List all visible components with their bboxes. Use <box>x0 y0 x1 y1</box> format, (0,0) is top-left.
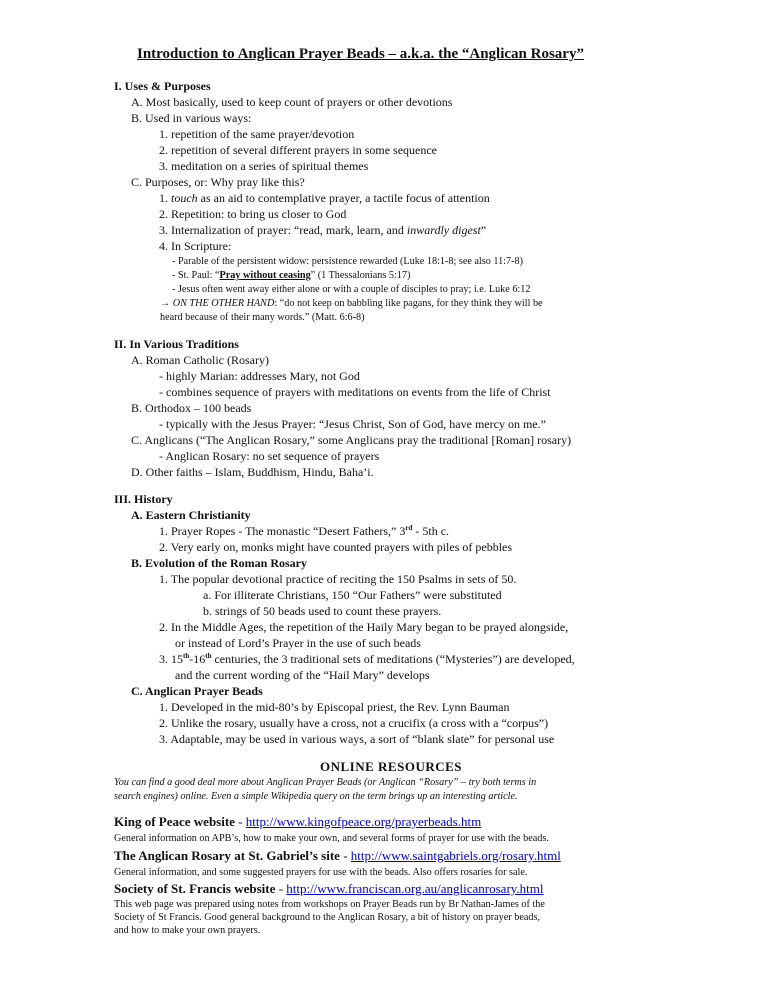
section-2-item-b1: - typically with the Jesus Prayer: “Jesus Christ, Son of God, have mercy on me.” <box>159 417 546 431</box>
section-2-item-a2: - combines sequence of prayers with meditations on events from the life of Christ <box>159 385 551 399</box>
section-2-item-c1: - Anglican Rosary: no set sequence of prayers <box>159 449 380 463</box>
section-1-item-b2: 2. repetition of several different prayers in some sequence <box>159 143 438 157</box>
other-hand-rest: : “do not keep on babbling like pagans, for they think they will be <box>274 298 543 309</box>
section-2-item-b: B. Orthodox – 100 beads <box>131 401 252 415</box>
site-name: The Anglican Rosary at St. Gabriel’s site <box>114 848 340 863</box>
site-saintgabriels <box>114 848 561 864</box>
section-1-item-b3: 3. meditation on a series of spiritual themes <box>159 159 369 173</box>
site-name: King of Peace website <box>114 814 235 829</box>
scripture-widow: - Parable of the persistent widow: persistence rewarded (Luke 18:1-8; see also 11:7-8) <box>172 256 523 267</box>
section-3-item-b3 <box>159 652 575 667</box>
site-link[interactable]: http://www.franciscan.org.au/anglicanrosary.html <box>286 881 544 896</box>
section-3-item-b2: 2. In the Middle Ages, the repetition of the Haily Mary began to be prayed alongside, <box>159 620 569 634</box>
section-2-item-a: A. Roman Catholic (Rosary) <box>131 353 269 367</box>
section-3-item-b2-cont: or instead of Lord’s Prayer in the use of such beads <box>175 636 421 650</box>
site-name: Society of St. Francis website <box>114 881 276 896</box>
b3-mid: -16 <box>189 652 206 666</box>
section-1-item-c4: 4. In Scripture: <box>159 239 232 253</box>
arrow-icon: → <box>160 298 173 309</box>
section-1-heading: I. Uses & Purposes <box>114 79 211 93</box>
site-kingofpeace <box>114 814 481 830</box>
section-1-item-c3 <box>159 223 486 238</box>
b3-superscript-2: th <box>205 652 212 660</box>
section-3-item-a1 <box>159 524 449 539</box>
c3-post: ” <box>480 223 487 237</box>
section-1-item-b1: 1. repetition of the same prayer/devotion <box>159 127 355 141</box>
site-description: General information on APB’s, how to make your own, and several forms of prayer for use with the beads. <box>114 833 549 844</box>
other-hand-emphasis: ON THE OTHER HAND <box>172 298 275 309</box>
site-description-line-2: Society of St Francis. Good general background to the Anglican Rosary, a bit of history on prayer beads, <box>114 912 540 923</box>
scripture-paul <box>172 269 410 282</box>
c1-number: 1. <box>159 191 171 205</box>
other-hand-line-1 <box>160 297 543 310</box>
resources-heading: ONLINE RESOURCES <box>320 759 463 774</box>
site-separator: - <box>339 848 351 863</box>
b3-pre: 3. 15 <box>159 652 183 666</box>
section-1-item-c2: 2. Repetition: to bring us closer to God <box>159 207 347 221</box>
section-3-item-a: A. Eastern Christianity <box>131 508 251 522</box>
section-1-item-b: B. Used in various ways: <box>131 111 252 125</box>
c1-rest: as an aid to contemplative prayer, a tactile focus of attention <box>197 191 490 205</box>
site-description-line-1: This web page was prepared using notes from workshops on Prayer Beads run by Br Nathan-James of the <box>114 899 545 910</box>
site-description: General information, and some suggested prayers for use with the beads. Also offers rosaries for sale. <box>114 867 528 878</box>
c1-emphasis: touch <box>171 191 198 205</box>
section-2-item-d: D. Other faiths – Islam, Buddhism, Hindu, Baha’i. <box>131 465 374 479</box>
section-2-item-c: C. Anglicans (“The Anglican Rosary,” some Anglicans pray the traditional [Roman] rosary) <box>131 433 572 447</box>
paul-pre: - St. Paul: “ <box>172 270 220 281</box>
a1-post: - 5th c. <box>412 524 450 538</box>
site-separator: - <box>234 814 246 829</box>
c3-pre: 3. Internalization of prayer: “read, mark, learn, and <box>159 223 407 237</box>
scripture-jesus: - Jesus often went away either alone or with a couple of disciples to pray; i.e. Luke 6:12 <box>172 284 531 295</box>
a1-superscript: rd <box>405 524 413 532</box>
site-description-line-3: and how to make your own prayers. <box>114 925 261 936</box>
b3-post: centuries, the 3 traditional sets of meditations (“Mysteries”) are developed, <box>211 652 575 666</box>
c3-emphasis: inwardly digest <box>406 223 481 237</box>
section-3-item-b1b: b. strings of 50 beads used to count these prayers. <box>203 604 442 618</box>
section-3-heading: III. History <box>114 492 173 506</box>
section-3-item-b1: 1. The popular devotional practice of reciting the 150 Psalms in sets of 50. <box>159 572 517 586</box>
section-3-item-c1: 1. Developed in the mid-80’s by Episcopal priest, the Rev. Lynn Bauman <box>159 700 510 714</box>
other-hand-line-2: heard because of their many words.” (Matt. 6:6-8) <box>160 312 365 323</box>
section-3-item-c: C. Anglican Prayer Beads <box>131 684 263 698</box>
b3-superscript-1: th <box>183 652 190 660</box>
section-3-item-a2: 2. Very early on, monks might have counted prayers with piles of pebbles <box>159 540 513 554</box>
site-franciscan <box>114 881 544 897</box>
section-1-item-a: A. Most basically, used to keep count of prayers or other devotions <box>131 95 453 109</box>
a1-pre: 1. Prayer Ropes - The monastic “Desert Fathers,” 3 <box>159 524 406 538</box>
section-3-item-b: B. Evolution of the Roman Rosary <box>131 556 308 570</box>
section-2-item-a1: - highly Marian: addresses Mary, not God <box>159 369 360 383</box>
section-3-item-b1a: a. For illiterate Christians, 150 “Our Fathers” were substituted <box>203 588 502 602</box>
paul-emphasis: Pray without ceasing <box>219 270 311 281</box>
section-1-item-c: C. Purposes, or: Why pray like this? <box>131 175 305 189</box>
paul-post: ” (1 Thessalonians 5:17) <box>310 270 411 281</box>
section-2-heading: II. In Various Traditions <box>114 337 239 351</box>
section-3-item-c3: 3. Adaptable, may be used in various ways, a sort of “blank slate” for personal use <box>159 732 555 746</box>
site-link[interactable]: http://www.kingofpeace.org/prayerbeads.htm <box>245 814 482 829</box>
document-title: Introduction to Anglican Prayer Beads – a.k.a. the “Anglican Rosary” <box>137 46 584 62</box>
section-3-item-c2: 2. Unlike the rosary, usually have a cross, not a crucifix (a cross with a “corpus”) <box>159 716 549 730</box>
section-3-item-b3-cont: and the current wording of the “Hail Mary” develops <box>175 668 430 682</box>
site-link[interactable]: http://www.saintgabriels.org/rosary.html <box>350 848 561 863</box>
site-separator: - <box>275 881 287 896</box>
section-1-item-c1 <box>159 191 490 206</box>
resources-intro-line-1: You can find a good deal more about Anglican Prayer Beads (or Anglican “Rosary” – try both terms in <box>114 777 537 788</box>
resources-intro-line-2: search engines) online. Even a simple Wikipedia query on the term brings up an interesting article. <box>114 791 518 802</box>
